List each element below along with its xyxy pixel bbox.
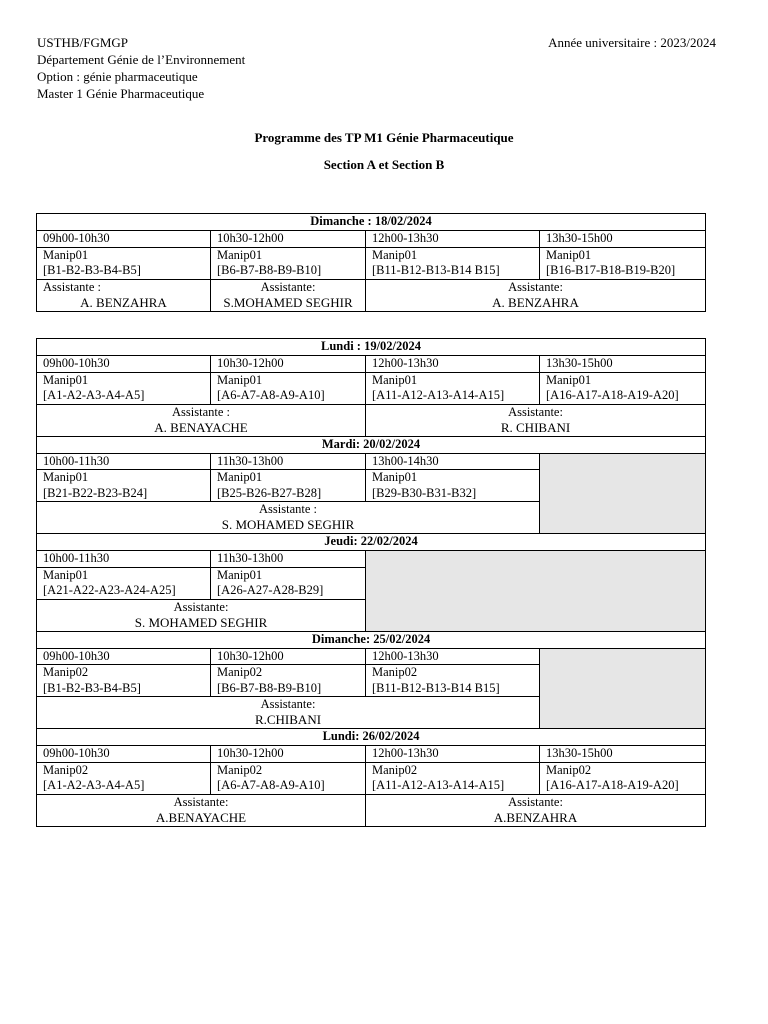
time-slot: 10h30-12h00 <box>211 356 366 373</box>
manip-cell <box>540 247 706 279</box>
empty-cell <box>540 453 706 534</box>
day-header: Lundi: 26/02/2024 <box>37 729 706 746</box>
day-row <box>37 729 706 746</box>
assistant-name: R.CHIBANI <box>254 712 322 727</box>
manip-cell <box>211 470 366 502</box>
assistant-label: Assistante: <box>508 794 563 809</box>
time-row <box>37 231 706 248</box>
manip-name: Manip01 <box>217 372 263 387</box>
empty-cell <box>366 551 706 632</box>
manip-cell <box>211 247 366 279</box>
time-slot: 13h30-15h00 <box>540 231 706 248</box>
manip-cell <box>37 665 211 697</box>
manip-groups: [A6-A7-A8-A9-A10] <box>217 778 325 792</box>
manip-groups: [B11-B12-B13-B14 B15] <box>372 680 500 695</box>
assistant-label: Assistante: <box>173 599 229 614</box>
schedule-table-2 <box>36 338 706 827</box>
assistant-cell <box>37 279 211 311</box>
manip-row <box>37 247 706 279</box>
day-header: Lundi : 19/02/2024 <box>37 339 706 356</box>
assistant-cell <box>366 404 706 436</box>
manip-name: Manip01 <box>43 247 89 262</box>
manip-groups: [B1-B2-B3-B4-B5] <box>43 680 141 695</box>
time-slot: 12h00-13h30 <box>366 231 540 248</box>
time-slot: 09h00-10h30 <box>37 746 211 763</box>
assistant-name: S. MOHAMED SEGHIR <box>221 517 355 532</box>
page-subtitle: Section A et Section B <box>323 157 445 172</box>
manip-cell <box>37 470 211 502</box>
manip-name: Manip01 <box>372 372 418 387</box>
time-row <box>37 453 706 470</box>
assistant-label: Assistante : <box>259 502 317 516</box>
manip-name: Manip01 <box>217 567 263 582</box>
time-slot: 12h00-13h30 <box>366 648 540 665</box>
manip-cell <box>211 665 366 697</box>
manip-cell <box>211 372 366 404</box>
time-slot: 11h30-13h00 <box>211 551 366 568</box>
time-slot: 10h30-12h00 <box>211 648 366 665</box>
assistant-name: A. BENAYACHE <box>154 419 248 435</box>
time-slot: 10h00-11h30 <box>37 551 211 568</box>
manip-name: Manip01 <box>217 247 263 262</box>
time-slot: 10h30-12h00 <box>211 746 366 763</box>
manip-cell <box>37 567 211 599</box>
manip-name: Manip01 <box>372 247 418 262</box>
assistant-name: A. BENZAHRA <box>80 294 167 310</box>
day-row <box>37 534 706 551</box>
assistant-row <box>37 794 706 826</box>
assistant-name: S. MOHAMED SEGHIR <box>134 614 268 630</box>
option: Option : génie pharmaceutique <box>37 69 198 84</box>
schedule-table-1 <box>36 213 706 312</box>
assistant-cell <box>366 279 706 311</box>
assistant-cell <box>37 794 366 826</box>
assistant-row <box>37 279 706 311</box>
manip-groups: [A21-A22-A23-A24-A25] <box>43 583 176 597</box>
manip-groups: [B16-B17-B18-B19-B20] <box>546 263 676 277</box>
time-row <box>37 648 706 665</box>
assistant-cell <box>37 697 540 729</box>
department: Département Génie de l’Environnement <box>37 52 246 67</box>
manip-cell <box>540 372 706 404</box>
manip-name: Manip02 <box>43 762 89 777</box>
manip-name: Manip01 <box>546 372 592 387</box>
day-header: Dimanche : 18/02/2024 <box>37 214 706 231</box>
manip-name: Manip01 <box>43 567 89 582</box>
assistant-label: Assistante : <box>43 279 101 294</box>
manip-name: Manip02 <box>372 665 418 679</box>
assistant-row <box>37 404 706 436</box>
manip-cell <box>366 470 540 502</box>
manip-groups: [A26-A27-A28-B29] <box>217 583 324 597</box>
empty-cell <box>540 648 706 729</box>
manip-groups: [B1-B2-B3-B4-B5] <box>43 263 141 277</box>
academic-year: Année universitaire : 2023/2024 <box>548 35 716 50</box>
manip-groups: [B29-B30-B31-B32] <box>372 485 477 500</box>
manip-name: Manip01 <box>546 247 592 262</box>
assistant-label: Assistante: <box>173 794 229 809</box>
manip-cell <box>366 762 540 794</box>
time-slot: 12h00-13h30 <box>366 356 540 373</box>
manip-row <box>37 372 706 404</box>
time-slot: 10h00-11h30 <box>37 453 211 470</box>
time-slot: 13h00-14h30 <box>366 453 540 470</box>
manip-cell <box>37 762 211 794</box>
day-header: Jeudi: 22/02/2024 <box>37 534 706 551</box>
assistant-cell <box>37 502 540 534</box>
manip-groups: [A6-A7-A8-A9-A10] <box>217 388 325 402</box>
manip-groups: [A16-A17-A18-A19-A20] <box>546 778 679 792</box>
time-slot: 12h00-13h30 <box>366 746 540 763</box>
time-row <box>37 746 706 763</box>
assistant-name: A.BENAYACHE <box>155 809 247 825</box>
time-slot: 10h30-12h00 <box>211 231 366 248</box>
time-slot: 11h30-13h00 <box>211 453 366 470</box>
day-row <box>37 631 706 648</box>
manip-name: Manip02 <box>217 762 263 777</box>
day-row <box>37 436 706 453</box>
day-header: Dimanche: 25/02/2024 <box>37 631 706 648</box>
assistant-name: A. BENZAHRA <box>492 294 579 310</box>
manip-cell <box>37 247 211 279</box>
assistant-label: Assistante: <box>508 404 563 419</box>
manip-cell <box>366 372 540 404</box>
manip-name: Manip02 <box>372 762 418 777</box>
manip-cell <box>37 372 211 404</box>
assistant-cell <box>37 599 366 631</box>
time-slot: 13h30-15h00 <box>540 356 706 373</box>
assistant-label: Assistante: <box>508 279 563 294</box>
assistant-cell <box>211 279 366 311</box>
manip-groups: [B25-B26-B27-B28] <box>217 485 322 500</box>
header-left <box>37 34 245 102</box>
assistant-cell <box>37 404 366 436</box>
institution: USTHB/FGMGP <box>37 35 129 50</box>
day-header: Mardi: 20/02/2024 <box>37 436 706 453</box>
program: Master 1 Génie Pharmaceutique <box>37 86 205 101</box>
time-slot: 09h00-10h30 <box>37 356 211 373</box>
manip-groups: [A11-A12-A13-A14-A15] <box>372 388 505 402</box>
manip-groups: [A1-A2-A3-A4-A5] <box>43 778 145 792</box>
manip-groups: [B6-B7-B8-B9-B10] <box>217 263 322 277</box>
time-row <box>37 551 706 568</box>
assistant-label: Assistante: <box>260 697 316 711</box>
manip-name: Manip02 <box>43 665 89 679</box>
assistant-name: R. CHIBANI <box>500 419 571 435</box>
manip-name: Manip01 <box>217 470 263 484</box>
assistant-cell <box>366 794 706 826</box>
assistant-label: Assistante: <box>260 279 316 294</box>
manip-name: Manip02 <box>217 665 263 679</box>
assistant-name: A.BENZAHRA <box>493 809 578 825</box>
assistant-label: Assistante : <box>172 404 230 419</box>
manip-cell <box>366 247 540 279</box>
day-row <box>37 339 706 356</box>
manip-name: Manip02 <box>546 762 592 777</box>
manip-groups: [A1-A2-A3-A4-A5] <box>43 388 145 402</box>
page-title: Programme des TP M1 Génie Pharmaceutique <box>254 130 514 145</box>
day-row <box>37 214 706 231</box>
manip-cell <box>211 762 366 794</box>
time-row <box>37 356 706 373</box>
manip-cell <box>211 567 366 599</box>
manip-name: Manip01 <box>372 470 418 484</box>
manip-groups: [A16-A17-A18-A19-A20] <box>546 388 679 402</box>
manip-name: Manip01 <box>43 470 89 484</box>
time-slot: 13h30-15h00 <box>540 746 706 763</box>
manip-row <box>37 762 706 794</box>
manip-groups: [B11-B12-B13-B14 B15] <box>372 263 500 277</box>
manip-name: Manip01 <box>43 372 89 387</box>
manip-groups: [A11-A12-A13-A14-A15] <box>372 778 505 792</box>
manip-cell <box>366 665 540 697</box>
manip-groups: [B6-B7-B8-B9-B10] <box>217 680 322 695</box>
manip-cell <box>540 762 706 794</box>
time-slot: 09h00-10h30 <box>37 648 211 665</box>
time-slot: 09h00-10h30 <box>37 231 211 248</box>
manip-groups: [B21-B22-B23-B24] <box>43 485 148 500</box>
assistant-name: S.MOHAMED SEGHIR <box>223 294 353 310</box>
